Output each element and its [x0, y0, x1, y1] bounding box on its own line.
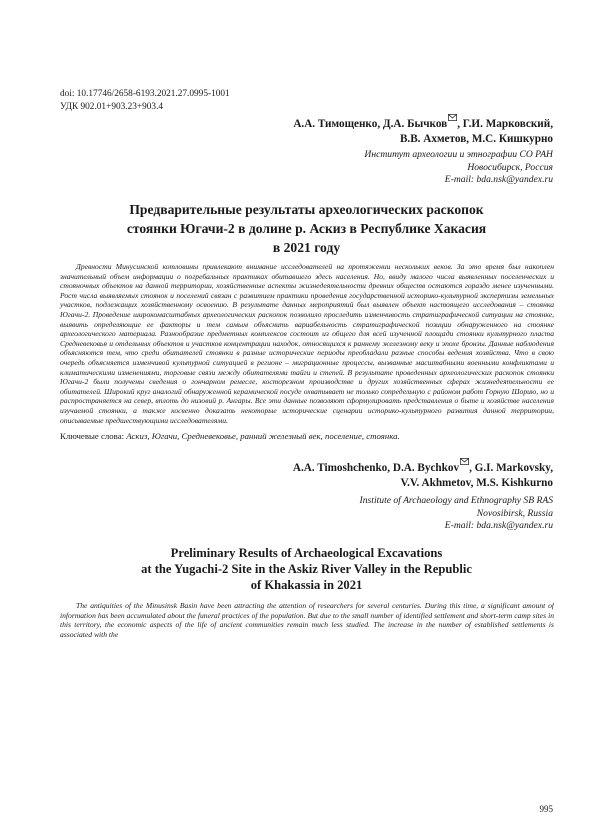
authors-ru-line1-b: , Г.И. Марковский, [457, 118, 553, 130]
authors-ru-line1-a: А.А. Тимощенко, Д.А. Бычков [293, 118, 448, 130]
title-en [60, 545, 553, 593]
authors-en-line1-a: A.A. Timoshchenko, D.A. Bychkov [292, 462, 460, 474]
affiliation-en-email: E-mail: bda.nsk@yandex.ru [444, 520, 553, 531]
doi: doi: 10.17746/2658-6193.2021.27.0995-1001 [60, 89, 230, 99]
affiliation-en [360, 495, 553, 533]
page-number: 995 [539, 804, 553, 814]
affiliation-en-institute: Institute of Archaeology and Ethnography SB RAS [359, 495, 553, 506]
title-ru [60, 200, 553, 257]
authors-ru-line2: В.В. Ахметов, М.С. Кишкурно [399, 133, 553, 145]
title-ru-line1: Предварительные результаты археологических раскопок [129, 202, 484, 217]
affiliation-ru-institute: Институт археологии и этнографии СО РАН [364, 149, 553, 160]
title-en-line3: of Khakassia in 2021 [250, 578, 363, 592]
affiliation-en-city: Novosibirsk, Russia [476, 507, 553, 519]
keywords-text: Аскиз, Югачи, Средневековье, ранний железный век, поселение, стоянка. [126, 431, 400, 441]
authors-en [293, 458, 553, 491]
authors-en-line2: V.V. Akhmetov, M.S. Kishkurno [400, 477, 553, 489]
authors-ru [293, 114, 553, 147]
keywords-ru [60, 431, 400, 442]
envelope-icon [460, 458, 469, 465]
envelope-icon [448, 114, 457, 121]
affiliation-ru-city: Новосибирск, Россия [467, 161, 553, 173]
affiliation-ru [364, 149, 553, 187]
title-ru-line3: в 2021 году [272, 240, 341, 255]
affiliation-ru-email: E-mail: bda.nsk@yandex.ru [444, 174, 553, 185]
abstract-ru: Древности Минусинской котловины привлекают внимание исследователей на протяжении нескольких веков. За это время был накоплен значительный объем информации о погребальных практиках обитавшего здесь населения. Но, ввиду малого числа выявленных поселенческих и стояночных объектов на данной территории, хозяйственные аспекты жизнедеятельности древних обществ остаются гораздо менее изученными. Рост числа выявляемых стоянок и поселений связан с развитием практики проведения государственной историко-культурной экспертизы земельных участков, подлежащих хозяйственному освоению. В результате данных мероприятий был выявлен объект настоящего исследования – стоянка Югачи-2. Проведение широкомасштабных археологических раскопок позволило проследить изменчивость стратиграфической ситуации на стоянке, выявить определяющие ее факторы и тем самым объяснить вариабельность стратиграфической позиции обнаруженного на стоянке археологического материала. Разнообразие предметных комплексов состоит из общего для всей изученной площади стоянки культурного пласта Средневековья и отдельных объектов и участков концентрации находок, относящихся к раннему железному веку и эпохе бронзы. Данные наблюдения объясняются тем, что среди обитателей стоянки в разные исторические периоды преобладали разные способы ведения хозяйства. Что в свою очередь объясняется изменчивой культурной ситуацией в регионе – миграционные процессы, вызванные масштабными военными конфликтами и климатическими изменениями, торговые связи между обитателями тайги и степей. В результате проведенных археологических раскопок стоянки Югачи-2 были получены сведения о гончарном ремесле, косторезном производстве и других хозяйственных сферах жизнедеятельности ее обитателей. Широкий круг аналогий обнаруженной керамической посуде охватывает не только сопредельную с районом работ Горную Шорию, но и распространяется на север, вплоть до низовий р. Ангары. Все эти данные позволяют сформулировать представления о быте и хозяйстве населения изучаемой стоянки, а также косвенно доказать некоторые исторические сценарии историко-культурного развития данной территории, описываемые предшествующими исследователями. [60, 262, 554, 425]
article-meta [60, 88, 230, 113]
authors-en-line1 [293, 458, 553, 476]
abstract-en: The antiquities of the Minusinsk Basin have been attracting the attention of researchers for several centuries. During this time, a significant amount of information has been accumulated about the funeral practices of the population. But due to the small number of identified settlement and short-term camp sites in this territory, the economic aspects of the life of ancient communities remain much less studied. The increase in the number of established settlements is associated with the [60, 601, 554, 639]
title-en-line2: at the Yugachi-2 Site in the Askiz River Valley in the Republic [141, 562, 472, 576]
keywords-label: Ключевые слова: [60, 431, 127, 441]
title-en-line1: Preliminary Results of Archaeological Excavations [170, 546, 443, 560]
authors-ru-line1 [293, 114, 553, 132]
title-ru-line2: стоянки Югачи-2 в долине р. Аскиз в Республике Хакасия [126, 221, 487, 236]
authors-en-line1-b: , G.I. Markovsky, [469, 462, 553, 474]
udc: УДК 902.01+903.23+903.4 [60, 101, 164, 112]
